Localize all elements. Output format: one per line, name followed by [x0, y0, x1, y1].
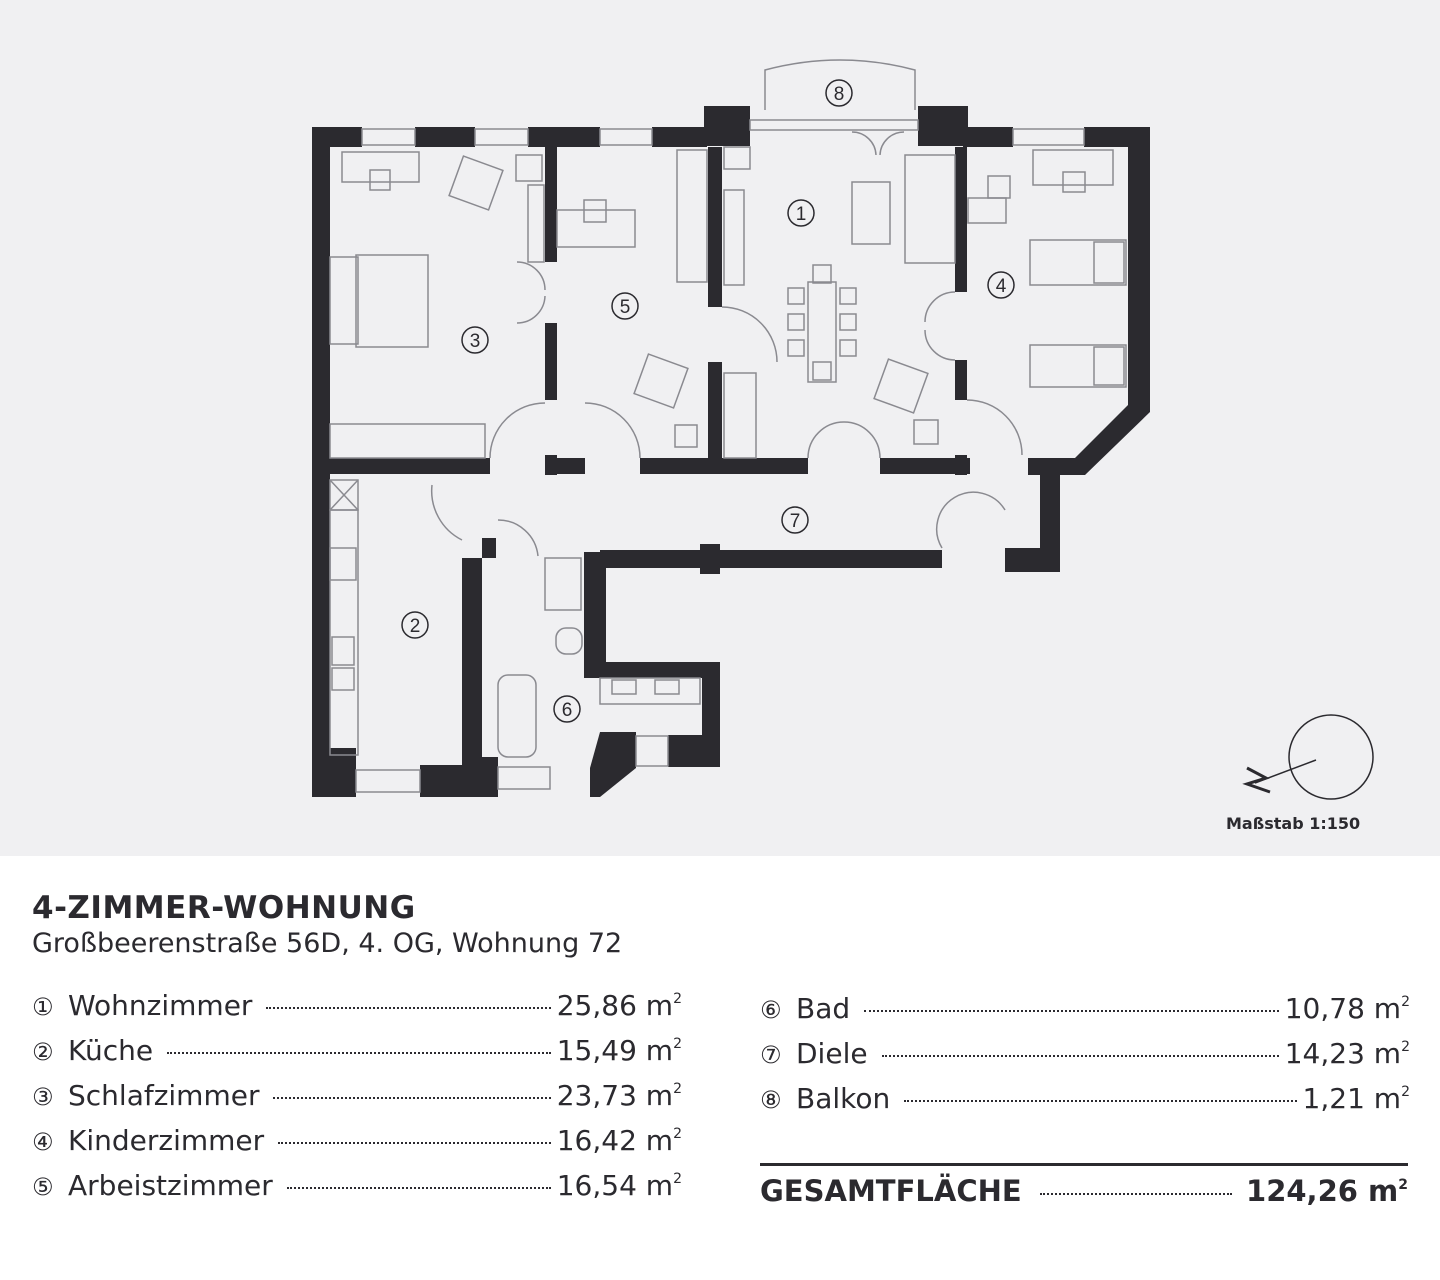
- svg-text:2: 2: [409, 616, 421, 637]
- room-marker-8: [826, 80, 852, 106]
- room-row: [760, 1082, 1410, 1127]
- room-row: [32, 989, 682, 1034]
- room-name: Kinderzimmer: [68, 1124, 265, 1157]
- room-list-right: [760, 992, 1410, 1127]
- scale-label: Maßstab 1:150: [1226, 814, 1361, 833]
- room-number: ⑧: [760, 1086, 782, 1114]
- apartment-title: 4-ZIMMER-WOHNUNG: [32, 890, 416, 926]
- svg-text:4: 4: [995, 276, 1007, 297]
- room-area: 23,73 $m^2$: [556, 1079, 682, 1112]
- room-number: ②: [32, 1038, 54, 1066]
- room-area: 16,42 $m^2$: [556, 1124, 682, 1157]
- room-name: Balkon: [796, 1082, 891, 1115]
- walls: [312, 106, 1150, 797]
- dot-leader: [266, 1007, 550, 1009]
- room-area: 25,86 $m^2$: [556, 989, 682, 1022]
- room-marker-7: [782, 507, 808, 533]
- room-row: [32, 1079, 682, 1124]
- fixtures: [330, 60, 1126, 792]
- svg-text:8: 8: [833, 84, 845, 105]
- dot-leader: [882, 1055, 1279, 1057]
- room-name: Wohnzimmer: [68, 989, 253, 1022]
- svg-text:7: 7: [789, 511, 801, 532]
- room-area: 16,54 $m^2$: [556, 1169, 682, 1202]
- room-marker-2: [402, 612, 428, 638]
- room-marker-3: [462, 327, 488, 353]
- room-area: 14,23 $m^2$: [1284, 1037, 1410, 1070]
- apartment-info: [0, 856, 1440, 1280]
- room-number: ⑥: [760, 996, 782, 1024]
- north-arrow-icon: [1247, 715, 1373, 799]
- room-marker-1: [788, 200, 814, 226]
- room-row: [32, 1169, 682, 1214]
- room-area: 10,78 $m^2$: [1284, 992, 1410, 1025]
- svg-text:6: 6: [561, 700, 573, 721]
- room-name: Arbeistzimmer: [68, 1169, 273, 1202]
- dot-leader: [273, 1097, 550, 1099]
- dot-leader: [864, 1010, 1279, 1012]
- room-name: Diele: [796, 1037, 868, 1070]
- total-area: 124,26 $m^2$: [1246, 1174, 1408, 1208]
- svg-text:1: 1: [795, 204, 807, 225]
- dot-leader: [287, 1187, 551, 1189]
- room-number: ⑦: [760, 1041, 782, 1069]
- room-marker-6: [554, 696, 580, 722]
- dot-leader: [167, 1052, 551, 1054]
- room-name: Bad: [796, 992, 851, 1025]
- room-row: [760, 992, 1410, 1037]
- room-area: 1,21 $m^2$: [1302, 1082, 1410, 1115]
- dot-leader: [278, 1142, 551, 1144]
- total-divider: [760, 1163, 1408, 1166]
- room-row: [32, 1124, 682, 1169]
- room-row: [760, 1037, 1410, 1082]
- room-list-left: [32, 989, 682, 1214]
- room-row: [32, 1034, 682, 1079]
- room-marker-5: [612, 293, 638, 319]
- dot-leader: [904, 1100, 1296, 1102]
- svg-text:5: 5: [619, 297, 631, 318]
- svg-text:3: 3: [469, 331, 481, 352]
- room-name: Küche: [68, 1034, 154, 1067]
- room-number: ⑤: [32, 1173, 54, 1201]
- room-number: ④: [32, 1128, 54, 1156]
- apartment-address: Großbeerenstraße 56D, 4. OG, Wohnung 72: [32, 928, 623, 959]
- total-row: [760, 1174, 1408, 1208]
- room-number: ③: [32, 1083, 54, 1111]
- room-name: Schlafzimmer: [68, 1079, 260, 1112]
- room-area: 15,49 $m^2$: [556, 1034, 682, 1067]
- room-number: ①: [32, 993, 54, 1021]
- room-marker-4: [988, 272, 1014, 298]
- total-label: GESAMTFLÄCHE: [760, 1174, 1022, 1208]
- dot-leader: [1040, 1193, 1232, 1195]
